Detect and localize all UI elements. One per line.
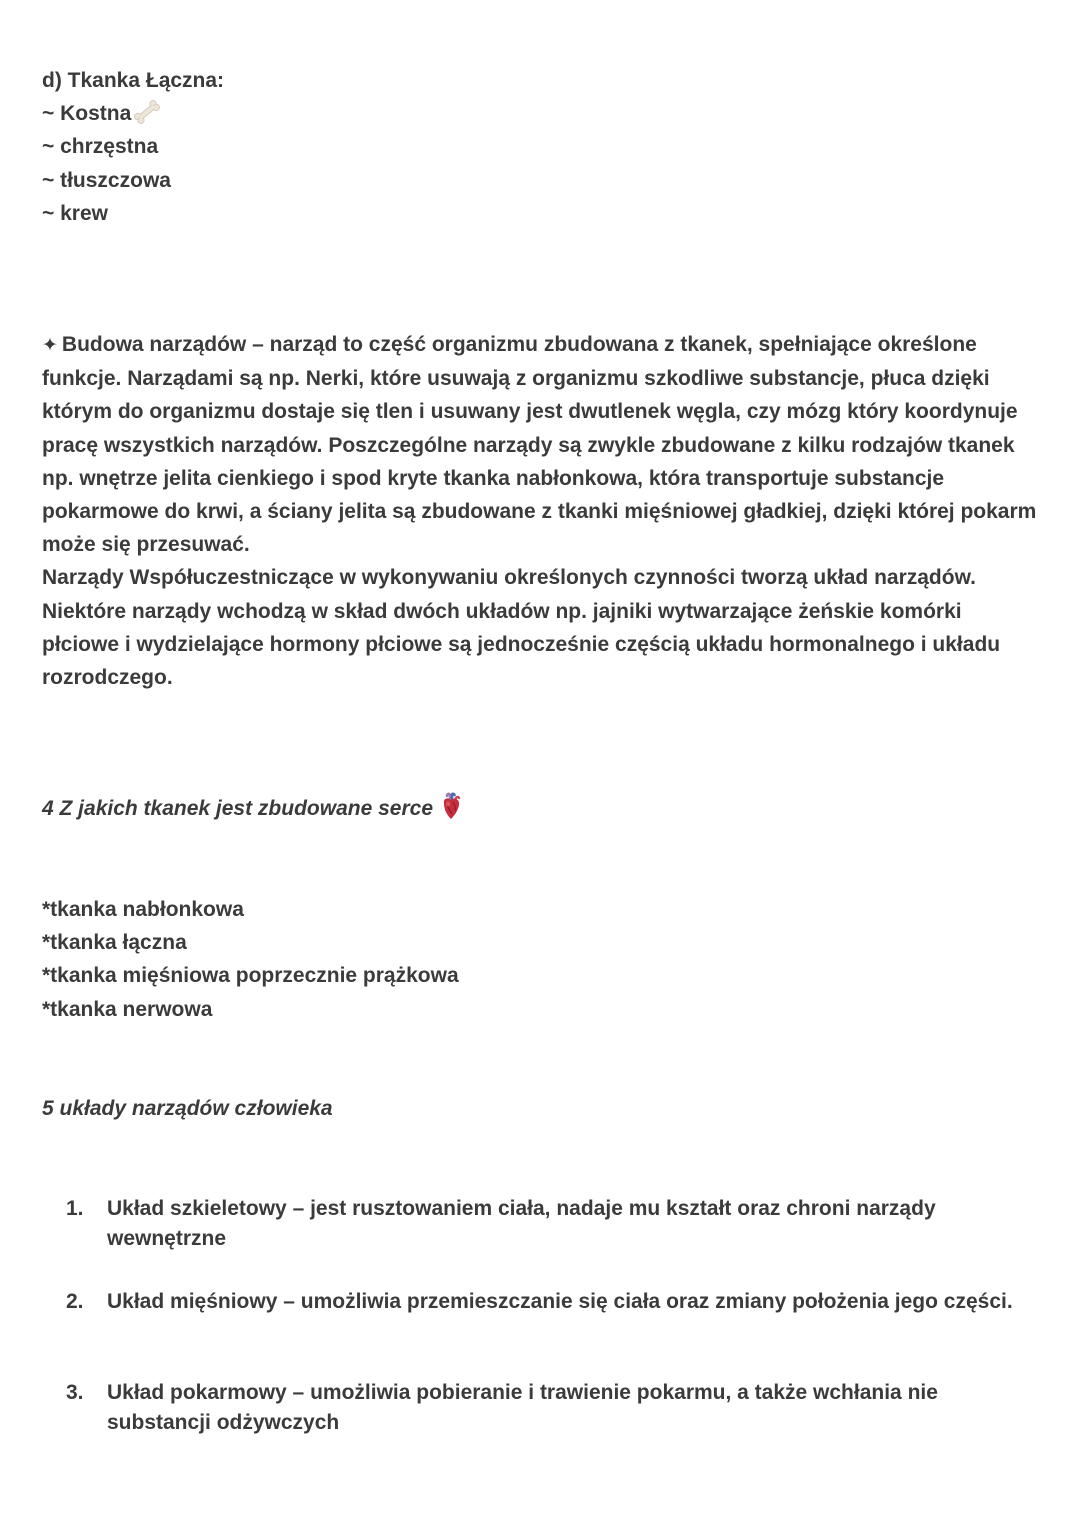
paragraph-text: Budowa narządów – narząd to część organizmu zbudowana z tkanek, spełniające określone funkcje. Narządami są np. Nerki, które usuwają z organizmu szkodliwe substancje, płuca dzięki którym do organizmu dostaje się tlen i usuwany jest dwutlenek węgla, czy mózg który koordynuje pracę wszystkich narządów. Poszczególne narządy są zwykle zbudowane z kilku rodzajów tkanek np. wnętrze jelita cienkiego i spod kryte tkanka nabłonkowa, która transportuje substancje pokarmowe do krwi, a ściany jelita są zbudowane z tkanki mięśniowej gładkiej, dzięki której pokarm może się przesuwać. [42,333,1037,557]
organ-structure-paragraph-2: Narządy Współuczestniczące w wykonywaniu określonych czynności tworzą układ narządów. Niektóre narządy wchodzą w skład dwóch układów np. jajniki wytwarzające żeńskie komórki płciowe i wydzielające hormony płciowe są jednocześnie częścią układu hormonalnego i układu rozrodczego. [42,566,1001,690]
sparkle-icon: ✦ [42,335,58,356]
section-d-connective-tissue [42,64,1042,230]
anatomical-heart-icon [439,792,463,820]
list-number: 3. [66,1381,84,1404]
section-d-title: d) Tkanka Łączna: [42,69,225,92]
list-item: ~ krew [42,201,108,225]
list-item: *tkanka mięśniowa poprzecznie prążkowa [42,964,459,988]
bone-icon [132,99,162,125]
list-item [42,97,1042,130]
list-item: *tkanka łączna [42,931,187,955]
list-item-text: Układ pokarmowy – umożliwia pobieranie i trawienie pokarmu, a także wchłania nie substancji odżywczych [107,1381,938,1434]
question-5-heading: 5 układy narządów człowieka [42,1097,333,1120]
list-item-text: Układ mięśniowy – umożliwia przemieszczanie się ciała oraz zmiany położenia jego części. [107,1290,1013,1313]
list-number: 2. [66,1290,84,1313]
list-item: ~ tłuszczowa [42,168,171,192]
list-item: *tkanka nerwowa [42,997,213,1021]
list-item-text: ~ Kostna [42,102,132,126]
list-item: ~ chrzęstna [42,135,159,159]
list-item: *tkanka nabłonkowa [42,898,244,921]
organ-system-item [66,1378,1026,1438]
heading-text: 4 Z jakich tkanek jest zbudowane serce [42,797,433,820]
heart-tissues-list [42,893,1042,1026]
question-4-heading [42,792,1042,825]
organ-structure-section [42,328,1042,694]
organ-system-item [66,1194,1026,1254]
organ-structure-paragraph-1 [42,328,1042,561]
organ-system-item [66,1287,1026,1317]
list-number: 1. [66,1197,84,1220]
list-item-text: Układ szkieletowy – jest rusztowaniem ciała, nadaje mu kształt oraz chroni narządy wewnętrzne [107,1197,936,1250]
